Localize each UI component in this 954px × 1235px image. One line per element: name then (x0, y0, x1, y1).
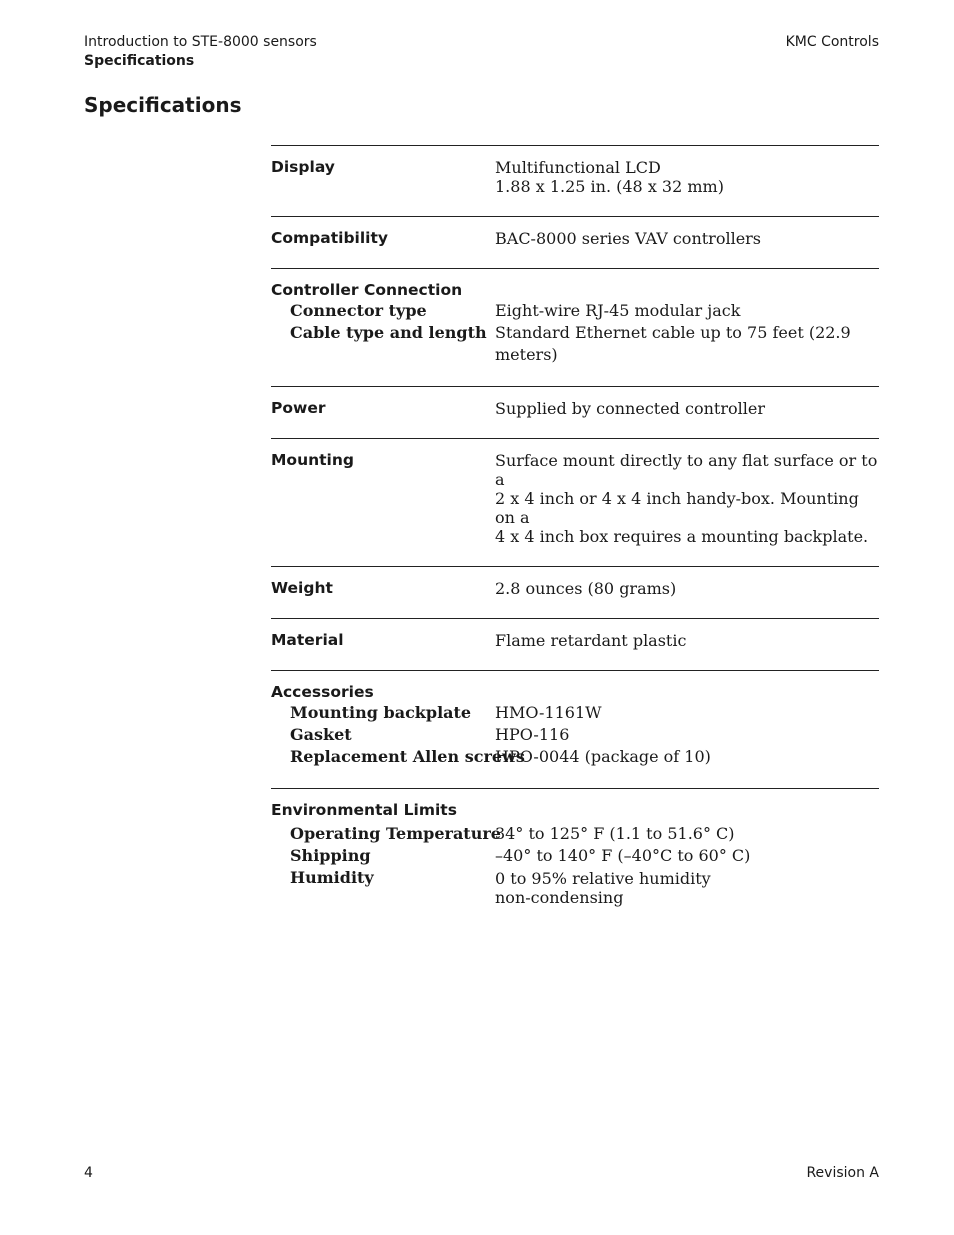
spec-sublabel: Cable type and length (290, 323, 487, 342)
spec-environmental-limits (271, 788, 879, 927)
spec-value: 2.8 ounces (80 grams) (495, 579, 677, 598)
spec-table (271, 145, 879, 927)
header-doc-title: Introduction to STE-8000 sensors (84, 34, 317, 50)
spec-value: Multifunctional LCD 1.88 x 1.25 in. (48 x 32 mm) (495, 158, 724, 196)
spec-power (271, 386, 879, 438)
spec-weight (271, 566, 879, 618)
spec-sublabel: Shipping (290, 846, 371, 865)
spec-value: Standard Ethernet cable up to 75 feet (22.9 meters) (495, 323, 851, 364)
spec-label: Controller Connection (271, 281, 463, 299)
spec-value: –40° to 140° F (–40°C to 60° C) (495, 846, 751, 865)
spec-sublabel: Replacement Allen screws (290, 747, 525, 766)
spec-label: Compatibility (271, 229, 388, 247)
spec-label: Material (271, 631, 344, 649)
spec-label: Accessories (271, 683, 374, 701)
spec-label: Power (271, 399, 326, 417)
header-company: KMC Controls (785, 34, 879, 50)
spec-material (271, 618, 879, 670)
spec-controller-connection (271, 268, 879, 386)
spec-sublabel: Connector type (290, 301, 427, 320)
spec-value: Flame retardant plastic (495, 631, 687, 650)
spec-value: 0 to 95% relative humidity non-condensing (495, 869, 711, 907)
revision-label: Revision A (806, 1165, 879, 1181)
spec-sublabel: Operating Temperature (290, 824, 501, 843)
spec-label: Environmental Limits (271, 801, 457, 819)
page-number: 4 (84, 1165, 93, 1181)
spec-value: HPO-0044 (package of 10) (495, 747, 711, 766)
spec-label: Mounting (271, 451, 354, 469)
spec-value: BAC-8000 series VAV controllers (495, 229, 762, 248)
running-header (84, 33, 317, 71)
page-title: Specifications (84, 93, 242, 117)
spec-value: HMO-1161W (495, 703, 602, 722)
spec-value: Supplied by connected controller (495, 399, 765, 418)
spec-label: Display (271, 158, 335, 176)
spec-value: 34° to 125° F (1.1 to 51.6° C) (495, 824, 735, 843)
spec-sublabel: Gasket (290, 725, 352, 744)
spec-display (271, 145, 879, 216)
header-section: Specifications (84, 53, 195, 69)
spec-mounting (271, 438, 879, 566)
spec-sublabel: Mounting backplate (290, 703, 472, 722)
spec-value: Surface mount directly to any flat surface or to a 2 x 4 inch or 4 x 4 inch handy-box. Mounting on a 4 x 4 inch box requires a mounting backplate. (495, 451, 878, 546)
spec-value: HPO-116 (495, 725, 570, 744)
spec-label: Weight (271, 579, 333, 597)
spec-accessories (271, 670, 879, 788)
spec-compatibility (271, 216, 879, 268)
spec-value: Eight-wire RJ-45 modular jack (495, 301, 741, 320)
spec-sublabel: Humidity (290, 868, 374, 887)
